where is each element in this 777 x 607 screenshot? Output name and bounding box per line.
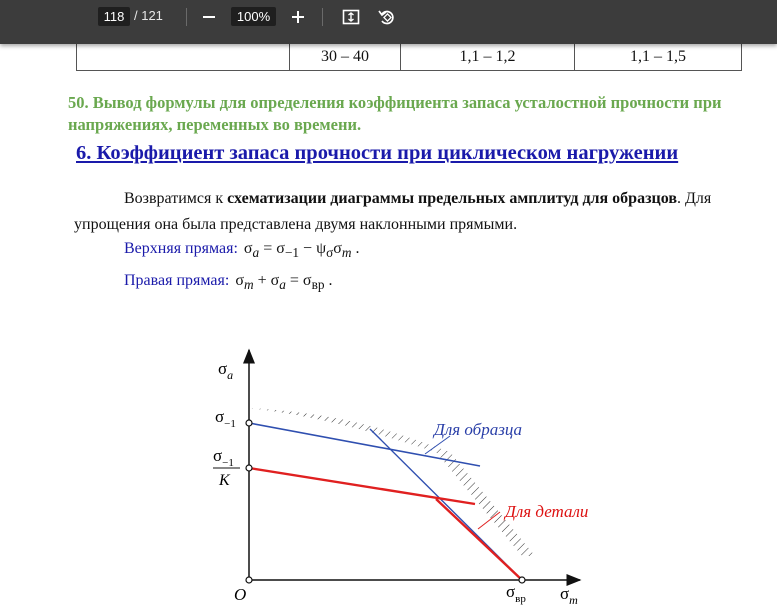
table-cell: 1,1 – 1,2 — [401, 21, 575, 71]
formula: $\sigma_a = \sigma_{-1} - \psi_\sigma\sigma_m$ . — [243, 240, 360, 261]
x-axis-label: $\sigma_m$ — [560, 584, 578, 607]
svg-text:K: K — [219, 472, 230, 489]
toolbar-separator — [186, 8, 187, 26]
zoom-in-button[interactable] — [287, 6, 309, 28]
plus-icon — [291, 10, 305, 24]
svg-text:σ−1: $\sigma_{-1}$ — [213, 446, 234, 469]
table-cell: 30 – 40 — [290, 21, 401, 71]
toolbar-separator — [322, 8, 323, 26]
pdf-toolbar — [0, 0, 777, 44]
formula: $\sigma_m + \sigma_a = \sigma_{вр}$ . — [235, 272, 333, 293]
fit-page-icon — [342, 8, 360, 26]
formula-upper-line — [124, 240, 360, 261]
page-total: / 121 — [134, 8, 163, 23]
y-tick-sigma-1-over-k — [213, 446, 240, 489]
part-upper-line — [249, 468, 475, 504]
y-tick-sigma-1: $\sigma_{-1}$ — [215, 407, 236, 430]
body-paragraph — [74, 186, 742, 238]
zoom-level[interactable]: 100% — [231, 7, 276, 26]
paragraph-bold-term: схематизации диаграммы предельных амплитуд для образцов — [227, 190, 677, 207]
fit-page-button[interactable] — [340, 6, 362, 28]
table-cell: 1,1 – 1,5 — [575, 21, 742, 71]
exam-question-title: 50. Вывод формулы для определения коэффициента запаса усталостной прочности при напряжениях, переменных во времени. — [68, 93, 722, 134]
origin-label: O — [234, 585, 247, 604]
minus-icon — [202, 10, 216, 24]
x-tick-sigma-ult: $\sigma_{вр}$ — [506, 582, 526, 605]
origin-point — [246, 577, 252, 583]
label-specimen: Для образца — [434, 420, 523, 439]
page-number-input[interactable] — [98, 7, 130, 26]
zoom-out-button[interactable] — [198, 6, 220, 28]
formula-right-line — [124, 272, 333, 293]
sigma-ult-point — [519, 577, 525, 583]
y-axis-label: $\sigma_a$ — [218, 359, 234, 382]
formula-label: Верхняя прямая: — [124, 240, 238, 257]
sigma-1-point — [246, 420, 252, 426]
paragraph-text: . Для упрощения она была представлена двумя наклонными прямыми. — [74, 190, 712, 233]
limit-amplitude-diagram — [200, 316, 600, 607]
rotate-button[interactable] — [376, 6, 398, 28]
formula-label: Правая прямая: — [124, 272, 230, 289]
sigma-1-over-k-point — [246, 465, 252, 471]
document-page — [0, 44, 777, 607]
section-title: 6. Коэффициент запаса прочности при циклическом нагружении — [76, 142, 679, 164]
rotate-icon — [378, 8, 396, 26]
paragraph-text: Возвратимся к — [124, 190, 228, 207]
label-part: Для детали — [505, 502, 589, 521]
